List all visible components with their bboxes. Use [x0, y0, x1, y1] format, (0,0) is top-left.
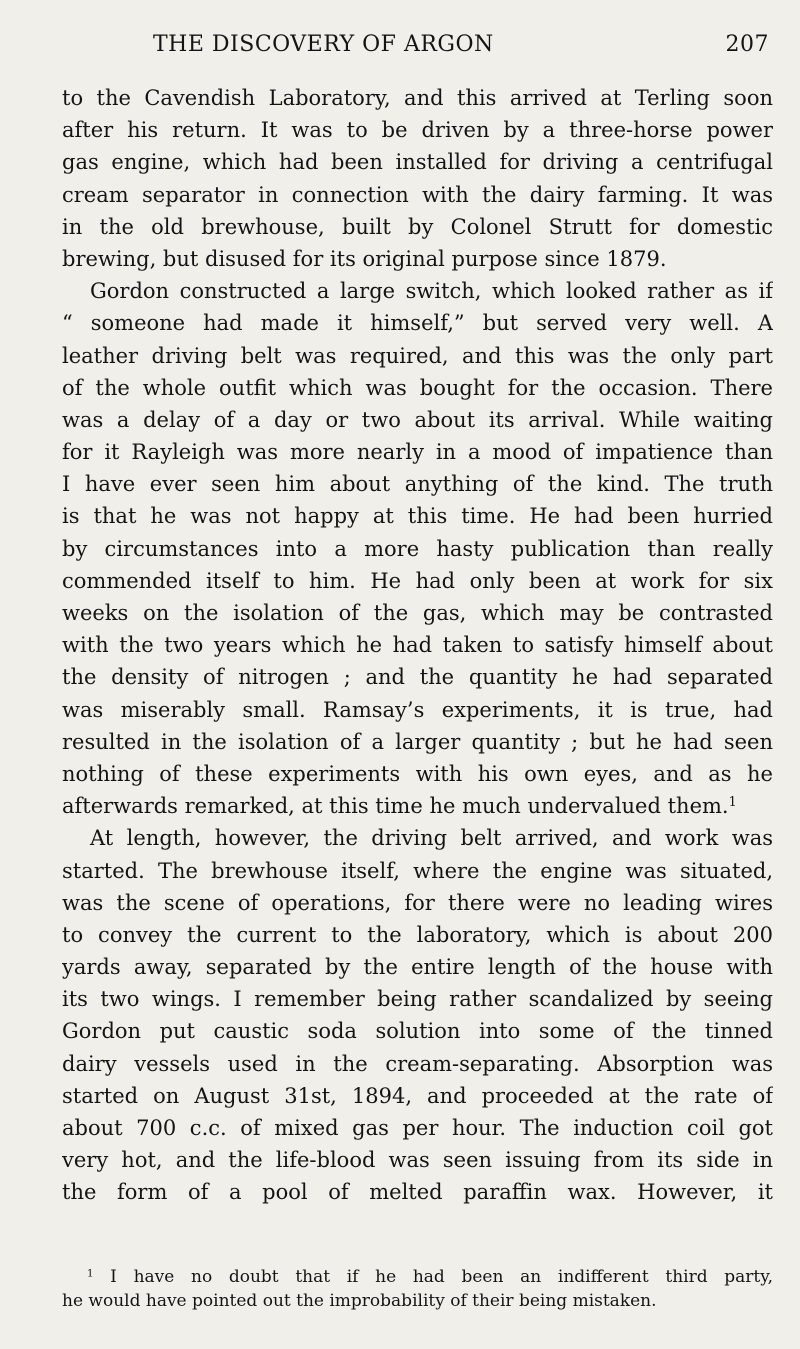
text-line: its two wings. I remember being rather scandalized by seeing	[62, 987, 773, 1012]
text-line: was the scene of operations, for there were no leading wires	[62, 890, 773, 915]
text-line: after his return. It was to be driven by a three-horse power	[62, 118, 773, 143]
text-line: to the Cavendish Laboratory, and this arrived at Terling soon	[62, 86, 773, 110]
text-line: very hot, and the life-blood was seen issuing from its side in	[62, 1148, 773, 1173]
footnote-marker: 1	[87, 1268, 94, 1280]
text-line: cream separator in connection with the dairy farming. It was	[62, 182, 773, 207]
text-line: is that he was not happy at this time. He had been hurried	[62, 504, 773, 529]
text-line: Gordon put caustic soda solution into some of the tinned	[62, 1019, 773, 1044]
text-line: weeks on the isolation of the gas, which may be contrasted	[62, 601, 773, 625]
text-line: resulted in the isolation of a larger quantity ; but he had seen	[62, 729, 773, 754]
footnote-line: he would have pointed out the improbability of their being mistaken.	[62, 1291, 657, 1311]
text-line: for it Rayleigh was more nearly in a mood of impatience than	[62, 440, 773, 465]
page-number: 207	[725, 32, 769, 57]
text-line: the density of nitrogen ; and the quantity he had separated	[62, 665, 773, 690]
footnote-reference: 1	[728, 794, 737, 810]
text-line: was a delay of a day or two about its arrival. While waiting	[62, 407, 773, 432]
text-line: “ someone had made it himself,” but served very well. A	[62, 311, 773, 336]
text-line: At length, however, the driving belt arrived, and work was	[90, 826, 773, 851]
text-line: I have ever seen him about anything of the kind. The truth	[62, 472, 773, 497]
body-text	[62, 82, 773, 1209]
text-line: with the two years which he had taken to satisfy himself about	[62, 633, 773, 658]
text-line-with-footnote-ref	[62, 790, 773, 822]
page-header	[53, 32, 769, 66]
text-line: commended itself to him. He had only been at work for six	[62, 568, 773, 593]
text-line: to convey the current to the laboratory, which is about 200	[62, 922, 773, 947]
text-line: nothing of these experiments with his own eyes, and as he	[62, 761, 773, 786]
text-line: leather driving belt was required, and this was the only part	[62, 343, 773, 368]
footnote-line	[62, 1265, 773, 1289]
text-line: by circumstances into a more hasty publication than really	[62, 536, 773, 561]
running-title: THE DISCOVERY OF ARGON	[153, 32, 494, 57]
text-line: afterwards remarked, at this time he much undervalued them.	[62, 794, 729, 819]
text-line: Gordon constructed a large switch, which looked rather as if	[90, 279, 773, 304]
footnote	[62, 1265, 773, 1313]
text-line: gas engine, which had been installed for driving a centrifugal	[62, 150, 773, 175]
text-line: the form of a pool of melted paraffin wax. However, it	[62, 1180, 773, 1205]
text-line: was miserably small. Ramsay’s experiments, it is true, had	[62, 697, 773, 722]
text-line: of the whole outfit which was bought for the occasion. There	[62, 375, 773, 400]
text-line: brewing, but disused for its original purpose since 1879.	[62, 246, 667, 271]
text-line: yards away, separated by the entire length of the house with	[62, 955, 773, 980]
text-line: about 700 c.c. of mixed gas per hour. The induction coil got	[62, 1116, 773, 1140]
text-line: started. The brewhouse itself, where the engine was situated,	[62, 858, 773, 883]
text-line: started on August 31st, 1894, and proceeded at the rate of	[62, 1083, 773, 1108]
footnote-text: I have no doubt that if he had been an indifferent third party,	[110, 1267, 773, 1287]
text-line: in the old brewhouse, built by Colonel Strutt for domestic	[62, 214, 773, 239]
text-line: dairy vessels used in the cream-separating. Absorption was	[62, 1051, 773, 1076]
